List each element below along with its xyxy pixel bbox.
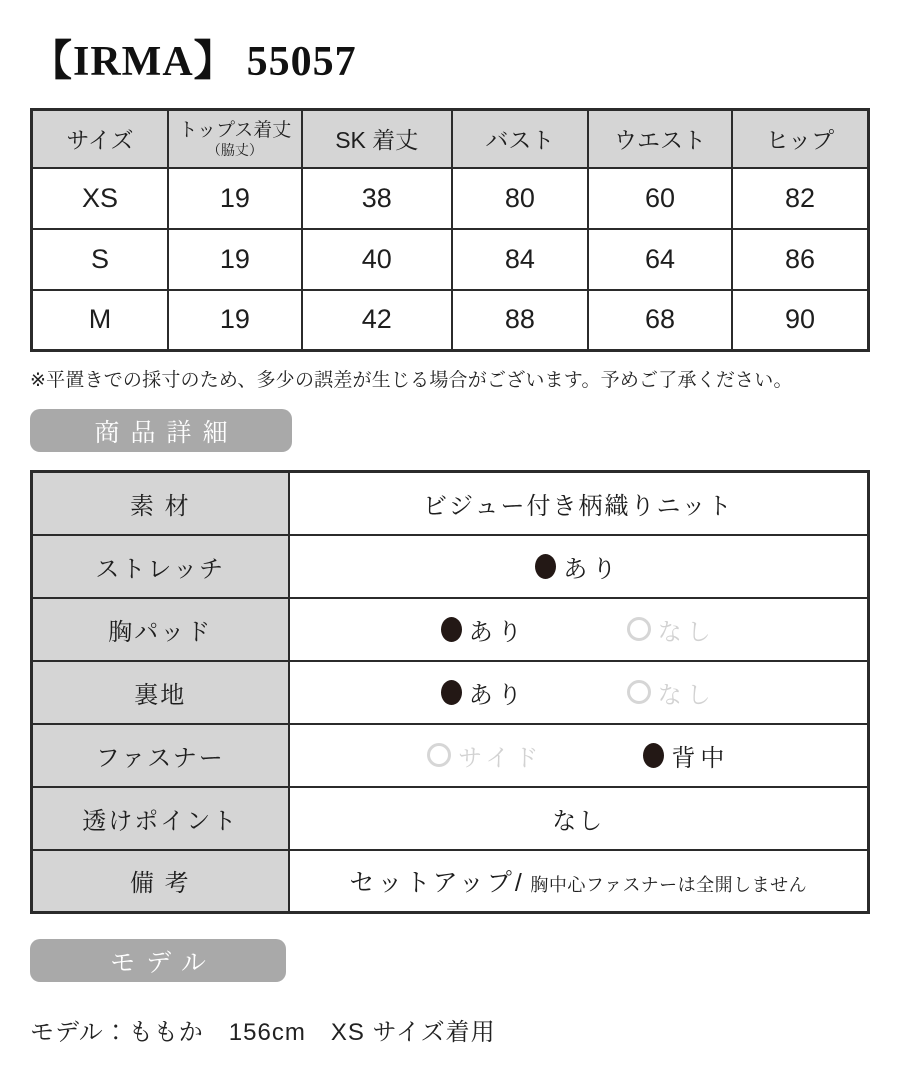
filled-circle-icon — [643, 743, 664, 768]
measurement-note: ※平置きでの採寸のため、多少の誤差が生じる場合がございます。予めご了承ください。 — [30, 370, 793, 391]
option-lining-yes — [441, 675, 527, 710]
page-title — [30, 28, 870, 88]
sheer-point-text: なし — [552, 807, 605, 835]
filled-circle-icon — [441, 617, 462, 642]
section-header-model: モデル — [30, 939, 286, 982]
col-header-tops-length — [168, 110, 302, 168]
detail-row-stretch — [32, 535, 869, 598]
material-text: ビジュー付き柄織りニット — [422, 492, 734, 520]
option-label: あり — [468, 681, 527, 709]
chest-pad-value — [289, 598, 869, 661]
sk-cell: 42 — [302, 290, 452, 351]
filled-circle-icon — [441, 680, 462, 705]
tops-cell: 19 — [168, 229, 302, 290]
empty-circle-icon — [627, 680, 651, 704]
zipper-value — [289, 724, 869, 787]
chest-pad-label: 胸パッド — [32, 598, 289, 661]
waist-cell: 64 — [588, 229, 732, 290]
option-pad-yes — [441, 612, 527, 647]
sheer-point-value — [289, 787, 869, 850]
bust-cell: 80 — [452, 168, 588, 229]
stretch-label: ストレッチ — [32, 535, 289, 598]
detail-row-sheer-point — [32, 787, 869, 850]
size-row-s — [32, 229, 869, 290]
lining-value — [289, 661, 869, 724]
size-row-xs — [32, 168, 869, 229]
detail-row-remarks — [32, 850, 869, 913]
size-row-m — [32, 290, 869, 351]
col-header-tops-length-main: トップス着丈 — [178, 119, 292, 141]
col-header-bust: バスト — [452, 110, 588, 168]
option-label: なし — [657, 681, 716, 709]
size-cell: S — [32, 229, 168, 290]
option-label: 背中 — [671, 744, 730, 772]
option-pad-no — [627, 612, 716, 647]
size-table-header-row — [32, 110, 869, 168]
col-header-sk-length: SK 着丈 — [302, 110, 452, 168]
remarks-sub-text: 胸中心ファスナーは全開しません — [524, 874, 808, 895]
hip-cell: 82 — [732, 168, 868, 229]
size-cell: XS — [32, 168, 168, 229]
material-label: 素 材 — [32, 472, 289, 535]
size-table-header — [32, 110, 869, 168]
detail-row-lining — [32, 661, 869, 724]
option-stretch-yes — [535, 549, 621, 584]
waist-cell: 60 — [588, 168, 732, 229]
waist-cell: 68 — [588, 290, 732, 351]
col-header-size: サイズ — [32, 110, 168, 168]
remarks-main-text: セットアップ/ — [349, 868, 525, 897]
option-lining-no — [627, 675, 716, 710]
option-zipper-back — [643, 738, 729, 773]
option-zipper-side — [427, 738, 543, 773]
detail-row-chest-pad — [32, 598, 869, 661]
lining-label: 裏地 — [32, 661, 289, 724]
col-header-waist: ウエスト — [588, 110, 732, 168]
tops-cell: 19 — [168, 290, 302, 351]
hip-cell: 86 — [732, 229, 868, 290]
product-code: 55057 — [246, 39, 357, 85]
remarks-label: 備 考 — [32, 850, 289, 913]
stretch-value — [289, 535, 869, 598]
model-description: モデル：ももか 156cm XS サイズ着用 — [30, 1019, 496, 1046]
remarks-value — [289, 850, 869, 913]
hip-cell: 90 — [732, 290, 868, 351]
sheer-point-label: 透けポイント — [32, 787, 289, 850]
filled-circle-icon — [535, 554, 556, 579]
material-value — [289, 472, 869, 535]
tops-cell: 19 — [168, 168, 302, 229]
option-label: サイド — [458, 744, 544, 772]
empty-circle-icon — [427, 743, 451, 767]
product-detail-table — [30, 470, 870, 914]
brand-name: 【IRMA】 — [30, 39, 237, 85]
sk-cell: 40 — [302, 229, 452, 290]
section-header-product-detail: 商品詳細 — [30, 409, 292, 452]
col-header-hip: ヒップ — [732, 110, 868, 168]
option-label: なし — [657, 618, 716, 646]
col-header-tops-length-sub: （脇丈） — [206, 141, 263, 158]
option-label: あり — [563, 555, 622, 583]
detail-row-zipper — [32, 724, 869, 787]
bust-cell: 84 — [452, 229, 588, 290]
bust-cell: 88 — [452, 290, 588, 351]
zipper-label: ファスナー — [32, 724, 289, 787]
option-label: あり — [468, 618, 527, 646]
empty-circle-icon — [627, 617, 651, 641]
size-cell: M — [32, 290, 168, 351]
sk-cell: 38 — [302, 168, 452, 229]
detail-row-material — [32, 472, 869, 535]
size-table — [30, 108, 870, 352]
